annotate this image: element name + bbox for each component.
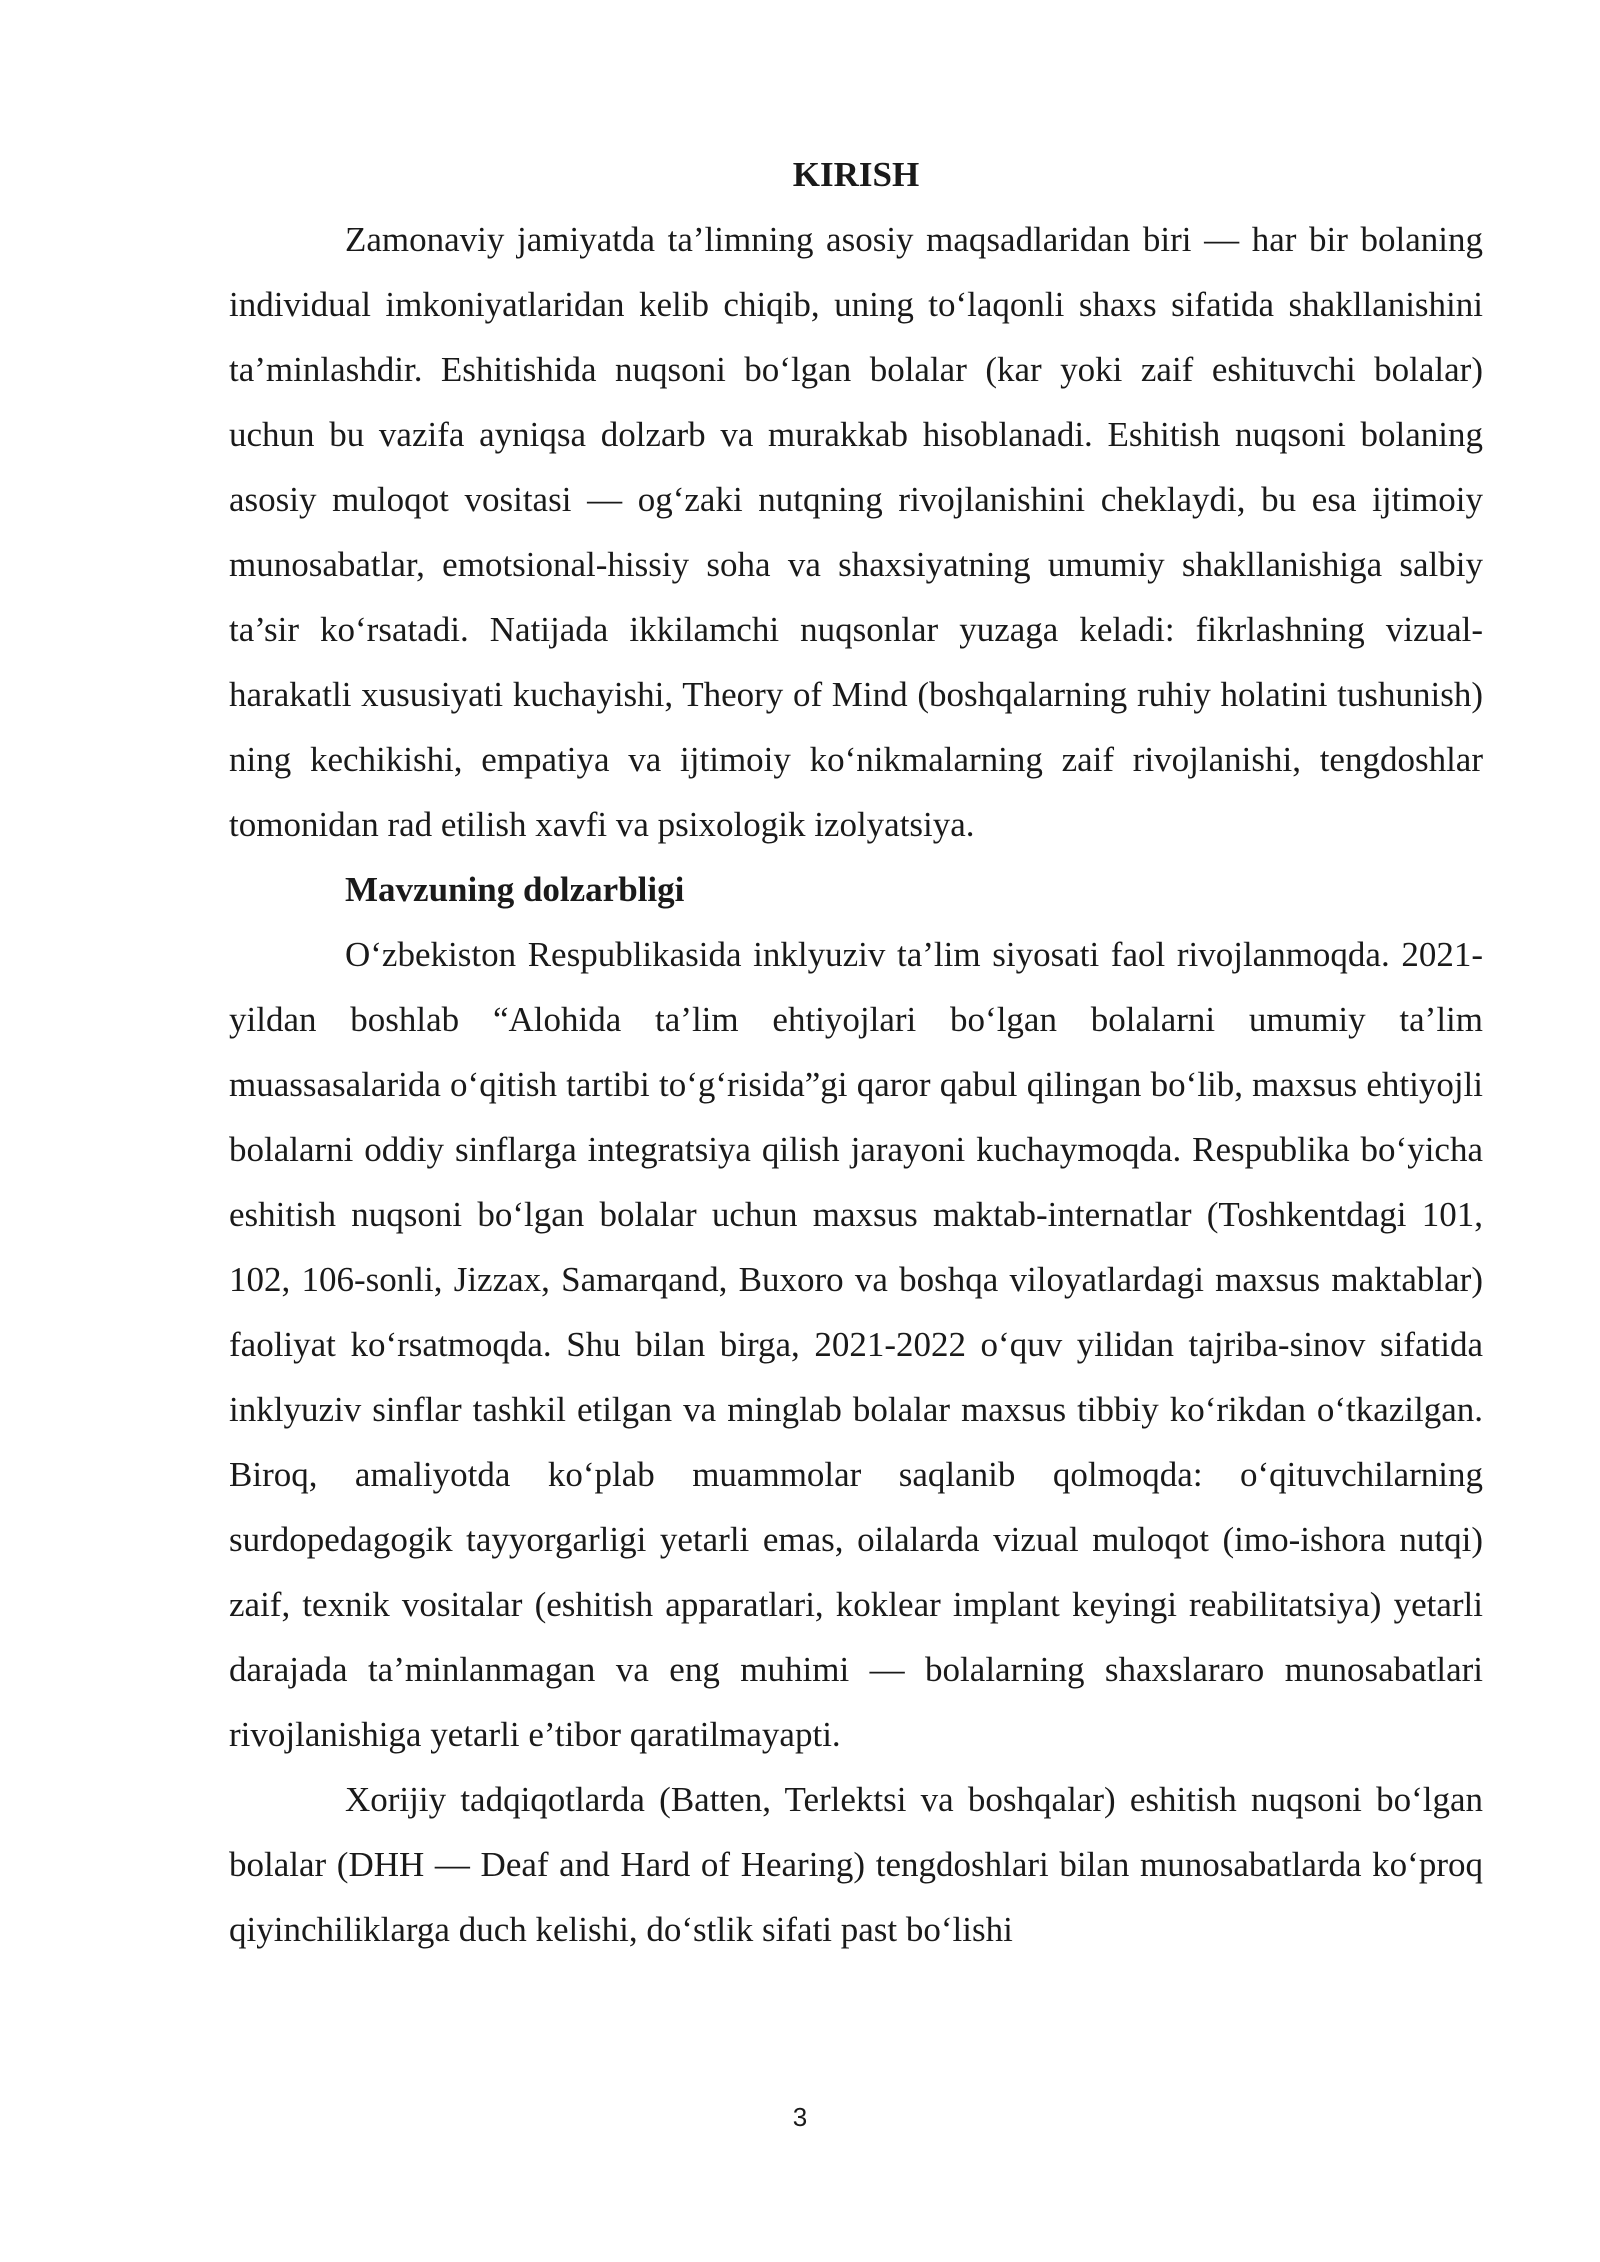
- paragraph-introduction: Zamonaviy jamiyatda ta’limning asosiy maqsadlaridan biri — har bir bolaning individual imkoniyatlaridan kelib chiqib, uning to‘laqonli shaxs sifatida shakllanishini ta’minlashdir. Eshitishida nuqsoni bo‘lgan bolalar (kar yoki zaif eshituvchi bolalar) uchun bu vazifa ayniqsa dolzarb va murakkab hisoblanadi. Eshitish nuqsoni bolaning asosiy muloqot vositasi — og‘zaki nutqning rivojlanishini cheklaydi, bu esa ijtimoiy munosabatlar, emotsional-hissiy soha va shaxsiyatning umumiy shakllanishiga salbiy ta’sir ko‘rsatadi. Natijada ikkilamchi nuqsonlar yuzaga keladi: fikrlashning vizual-harakatli xususiyati kuchayishi, Theory of Mind (boshqalarning ruhiy holatini tushunish) ning kechikishi, empatiya va ijtimoiy ko‘nikmalarning zaif rivojlanishi, tengdoshlar tomonidan rad etilish xavfi va psixologik izolyatsiya.: [229, 220, 1483, 844]
- page-number: 3: [792, 2102, 808, 2132]
- paragraph-foreign-research: Xorijiy tadqiqotlarda (Batten, Terlektsi va boshqalar) eshitish nuqsoni bo‘lgan bolalar (DHH — Deaf and Hard of Hearing) tengdoshlari bilan munosabatlarda ko‘proq qiyinchiliklarga duch kelishi, do‘stlik sifati past bo‘lishi: [229, 1780, 1483, 1949]
- page-title: KIRISH: [792, 155, 920, 194]
- page-body: [229, 142, 1483, 1962]
- section-heading: Mavzuning dolzarbligi: [345, 870, 685, 909]
- paragraph-relevance: O‘zbekiston Respublikasida inklyuziv ta’lim siyosati faol rivojlanmoqda. 2021-yildan boshlab “Alohida ta’lim ehtiyojlari bo‘lgan bolalarni umumiy ta’lim muassasalarida o‘qitish tartibi to‘g‘risida”gi qaror qabul qilingan bo‘lib, maxsus ehtiyojli bolalarni oddiy sinflarga integratsiya qilish jarayoni kuchaymoqda. Respublika bo‘yicha eshitish nuqsoni bo‘lgan bolalar uchun maxsus maktab-internatlar (Toshkentdagi 101, 102, 106-sonli, Jizzax, Samarqand, Buxoro va boshqa viloyatlardagi maxsus maktablar) faoliyat ko‘rsatmoqda. Shu bilan birga, 2021-2022 o‘quv yilidan tajriba-sinov sifatida inklyuziv sinflar tashkil etilgan va minglab bolalar maxsus tibbiy ko‘rikdan o‘tkazilgan. Biroq, amaliyotda ko‘plab muammolar saqlanib qolmoqda: o‘qituvchilarning surdopedagogik tayyorgarligi yetarli emas, oilalarda vizual muloqot (imo-ishora nutqi) zaif, texnik vositalar (eshitish apparatlari, koklear implant keyingi reabilitatsiya) yetarli darajada ta’minlanmagan va eng muhimi — bolalarning shaxslararo munosabatlari rivojlanishiga yetarli e’tibor qaratilmayapti.: [229, 935, 1483, 1754]
